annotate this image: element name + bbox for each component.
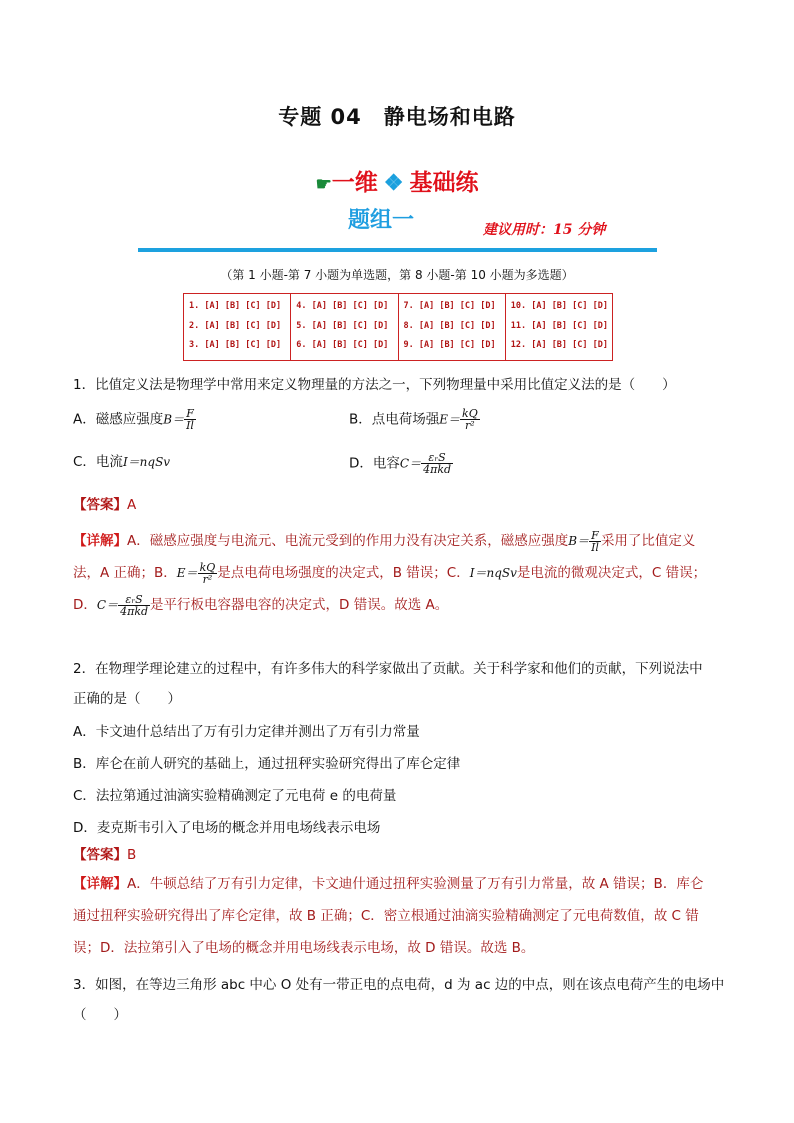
fraction (118, 594, 150, 617)
answer-label: 【答案】 (73, 847, 127, 863)
answer-row: 9. [A] [B] [C] [D] (403, 340, 496, 350)
answer-row: 11. [A] [B] [C] [D] (510, 320, 608, 331)
detail-text: 是电流的微观决定式，C 错误； (516, 565, 707, 581)
formula-lhs: B＝ (163, 412, 185, 427)
denominator: Il (591, 540, 599, 554)
answer-value: B (127, 847, 137, 863)
fraction (589, 530, 601, 553)
denominator: r² (202, 572, 213, 586)
detail-text: 是平行板电容器电容的决定式，D 错误。故选 A。 (150, 597, 449, 613)
q3-stem (73, 970, 724, 1030)
title-topic-number: 专题 04 (278, 105, 362, 129)
answer-row: 5. [A] [B] [C] [D] (296, 320, 389, 331)
detail-line: 通过扭秤实验研究得出了库仑定律，故 B 正确；C．密立根通过油滴实验精确测定了元电荷数值，故 C 错 (73, 908, 699, 924)
detail-text: A．磁感应强度与电流元、电流元受到的作用力没有决定关系，磁感应强度 (127, 533, 569, 549)
answer-row: 1. [A] [B] [C] [D] (189, 301, 282, 311)
numerator: εᵣS (118, 594, 150, 606)
fraction (421, 452, 453, 475)
q2-option-c: C．法拉第通过油滴实验精确测定了元电荷 e 的电荷量 (73, 788, 397, 804)
detail-text: 采用了比值定义 (600, 533, 696, 549)
answer-column (506, 294, 612, 360)
detail-line (73, 868, 723, 900)
answer-row: 3. [A] [B] [C] [D] (189, 340, 282, 350)
stem-line: 2．在物理学理论建立的过程中，有许多伟大的科学家做出了贡献。关于科学家和他们的贡献，下列说法中 (73, 661, 703, 677)
diamond-icon: ❖ (383, 170, 404, 196)
formula-lhs: E＝ (439, 412, 461, 427)
numerator: F (589, 530, 601, 542)
answer-row: 2. [A] [B] [C] [D] (189, 320, 282, 331)
answer-label: 【答案】 (73, 497, 127, 513)
answer-row: 8. [A] [B] [C] [D] (403, 320, 496, 331)
denominator: 4πkd (423, 463, 452, 476)
detail-text: D． (73, 597, 97, 613)
numerator: F (184, 408, 196, 420)
page-title (0, 101, 794, 131)
denominator: r² (465, 419, 475, 432)
detail-label: 【详解】 (73, 533, 127, 549)
answer-row: 10. [A] [B] [C] [D] (510, 301, 608, 311)
denominator: Il (186, 419, 194, 432)
answer-row: 12. [A] [B] [C] [D] (510, 340, 608, 350)
detail-text: A．牛顿总结了万有引力定律，卡文迪什通过扭秤实验测量了万有引力常量，故 A 错误；B．库仑 (127, 876, 704, 892)
detail-line: 误；D．法拉第引入了电场的概念并用电场线表示电场，故 D 错误。故选 B。 (73, 940, 535, 956)
numerator: εᵣS (421, 452, 453, 464)
fraction (198, 562, 218, 585)
answer-row: 7. [A] [B] [C] [D] (403, 301, 496, 311)
title-topic-name: 静电场和电路 (383, 105, 516, 129)
q1-option-d (349, 452, 453, 475)
detail-text: 是点电荷电场强度的决定式，B 错误；C． (217, 565, 470, 581)
q2-option-a: A．卡文迪什总结出了万有引力定律并测出了万有引力常量 (73, 724, 420, 740)
group-title: 题组一 (348, 207, 415, 233)
formula: I＝nqSv (469, 566, 517, 580)
option-text: D．电容 (349, 455, 400, 472)
section-heading (0, 164, 794, 197)
answer-column (184, 294, 291, 360)
q1-detail (73, 525, 723, 621)
fraction (184, 408, 196, 431)
question-type-note: （第 1 小题-第 7 小题为单选题，第 8 小题-第 10 小题为多选题） (220, 268, 574, 282)
formula-lhs: E＝ (176, 566, 198, 580)
denominator: 4πkd (120, 604, 149, 618)
q1-option-c (73, 452, 170, 472)
q2-detail (73, 868, 723, 964)
q2-stem (73, 654, 703, 714)
detail-line (73, 557, 723, 589)
section-type: 基础练 (409, 169, 479, 196)
q1-option-a (73, 408, 196, 431)
detail-line (73, 589, 723, 621)
fraction (460, 408, 480, 431)
answer-sheet-grid (183, 293, 613, 361)
detail-line (73, 525, 723, 557)
q2-option-b: B．库仑在前人研究的基础上，通过扭秤实验研究得出了库仑定律 (73, 756, 461, 772)
divider-bar (138, 248, 657, 252)
option-text: C．电流 (73, 454, 123, 470)
q2-option-d: D．麦克斯韦引入了电场的概念并用电场线表示电场 (73, 820, 381, 836)
hand-pointer-icon: ☛ (315, 174, 332, 195)
stem-line: （ ） (73, 1007, 127, 1023)
q1-answer (73, 495, 136, 515)
q1-stem: 1．比值定义法是物理学中常用来定义物理量的方法之一，下列物理量中采用比值定义法的是（ ） (73, 377, 676, 393)
detail-label: 【详解】 (73, 876, 127, 892)
option-text: B．点电荷场强 (349, 411, 440, 428)
suggested-time: 建议用时：15 分钟 (483, 222, 606, 238)
answer-row: 4. [A] [B] [C] [D] (296, 301, 389, 311)
formula-lhs: C＝ (96, 598, 119, 612)
section-level: 一维 (331, 169, 378, 196)
numerator: kQ (462, 407, 478, 420)
formula-lhs: B＝ (568, 534, 590, 548)
answer-value: A (127, 497, 137, 513)
stem-line: 3．如图，在等边三角形 abc 中心 O 处有一带正电的点电荷，d 为 ac 边的中点，则在该点电荷产生的电场中 (73, 977, 725, 993)
formula-lhs: C＝ (399, 456, 422, 471)
q2-answer (73, 845, 136, 865)
detail-text: 法，A 正确；B． (73, 565, 177, 581)
stem-line: 正确的是（ ） (73, 691, 181, 707)
formula: I＝nqSv (122, 455, 171, 469)
numerator: kQ (199, 560, 216, 574)
q2-options (73, 716, 460, 844)
answer-column (291, 294, 398, 360)
q1-option-b (349, 408, 480, 431)
option-text: A．磁感应强度 (73, 411, 164, 428)
answer-column (399, 294, 506, 360)
answer-row: 6. [A] [B] [C] [D] (296, 340, 389, 350)
